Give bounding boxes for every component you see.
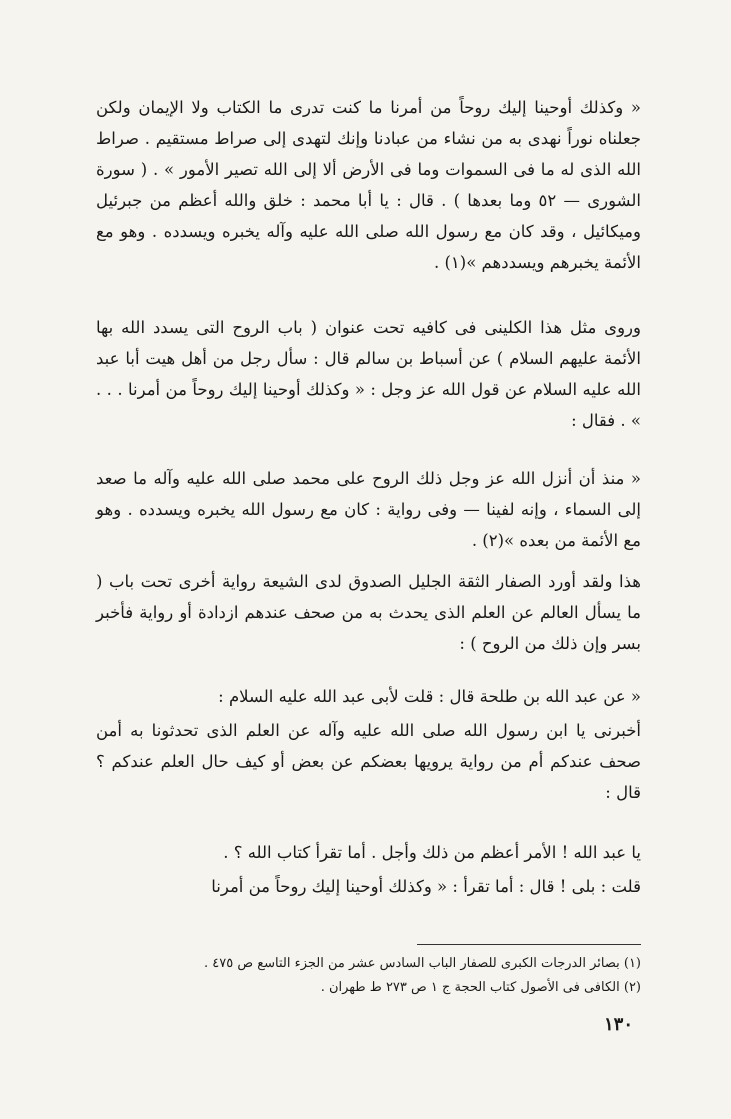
quran-quote-paragraph: [96, 92, 641, 278]
answer-paragraph: [96, 837, 641, 868]
paragraph-7: يا عبد الله ! الأمر أعظم من ذلك وأجل . أما تقرأ كتاب الله ؟ .: [223, 843, 641, 862]
paragraph-1: « وكذلك أوحينا إليك روحاً من أمرنا ما كنت تدرى ما الكتاب ولا الإيمان ولكن جعلناه نوراً نهدى به من نشاء من عبادنا وإنك لتهدى إلى صراط مستقيم . صراط الله الذى له ما فى السموات وما فى الأرض ألا إلى الله تصير الأمور » . ( سورة الشورى — ٥٢ وما بعدها ) . قال : يا أبا محمد : خلق والله أعظم من جبرئيل وميكائيل ، وقد كان مع رسول الله صلى الله عليه وآله يخبره ويسدده . وهو مع الأئمة يخبرهم ويسددهم »(١) .: [96, 98, 641, 272]
footnotes: [96, 952, 641, 1000]
paragraph-8: قلت : بلى ! قال : أما تقرأ : « وكذلك أوحينا إليك روحاً من أمرنا: [211, 877, 641, 896]
reply-paragraph: [96, 871, 641, 902]
paragraph-5: « عن عبد الله بن طلحة قال : قلت لأبى عبد الله عليه السلام :: [218, 687, 641, 706]
saffar-narration-paragraph: [96, 566, 641, 659]
page-number: ١٣٠: [603, 1014, 633, 1035]
footnote-1: (١) بصائر الدرجات الكبرى للصفار الباب السادس عشر من الجزء التاسع ص ٤٧٥ .: [204, 956, 641, 971]
paragraph-6: أخبرنى يا ابن رسول الله صلى الله عليه وآله عن العلم الذى تحدثونا به أمن صحف عندكم أم من رواية يرويها بعضكم عن بعض أو كيف حال العلم عندكم ؟ قال :: [96, 721, 641, 802]
footnote-2: (٢) الكافى فى الأصول كتاب الحجة ج ١ ص ٢٧٣ ط طهران .: [320, 980, 641, 995]
paragraph-2: وروى مثل هذا الكلينى فى كافيه تحت عنوان ( باب الروح التى يسدد الله بها الأئمة عليهم السلام ) عن أسباط بن سالم قال : سأل رجل من أهل هيت أبا عبد الله عليه السلام عن قول الله عز وجل : « وكذلك أوحينا إليك روحاً من أمرنا . . . » . فقال :: [96, 318, 641, 430]
kulayni-narration-paragraph: [96, 312, 641, 436]
paragraph-4: هذا ولقد أورد الصفار الثقة الجليل الصدوق لدى الشيعة رواية أخرى تحت باب ( ما يسأل العالم عن العلم الذى يحدث به من صحف عندهم ازدادة أو رواية فأخبر بسر وإن ذلك من الروح ) :: [96, 572, 641, 653]
narration-quote-paragraph: [96, 463, 641, 556]
paragraph-3: « منذ أن أنزل الله عز وجل ذلك الروح على محمد صلى الله عليه وآله ما صعد إلى السماء ، وإنه لفينا — وفى رواية : كان مع رسول الله يخبره ويسدده . وهو مع الأئمة من بعده »(٢) .: [96, 469, 641, 550]
footnote-divider: [417, 944, 641, 945]
question-paragraph: [96, 715, 641, 808]
talha-intro-paragraph: [96, 681, 641, 712]
